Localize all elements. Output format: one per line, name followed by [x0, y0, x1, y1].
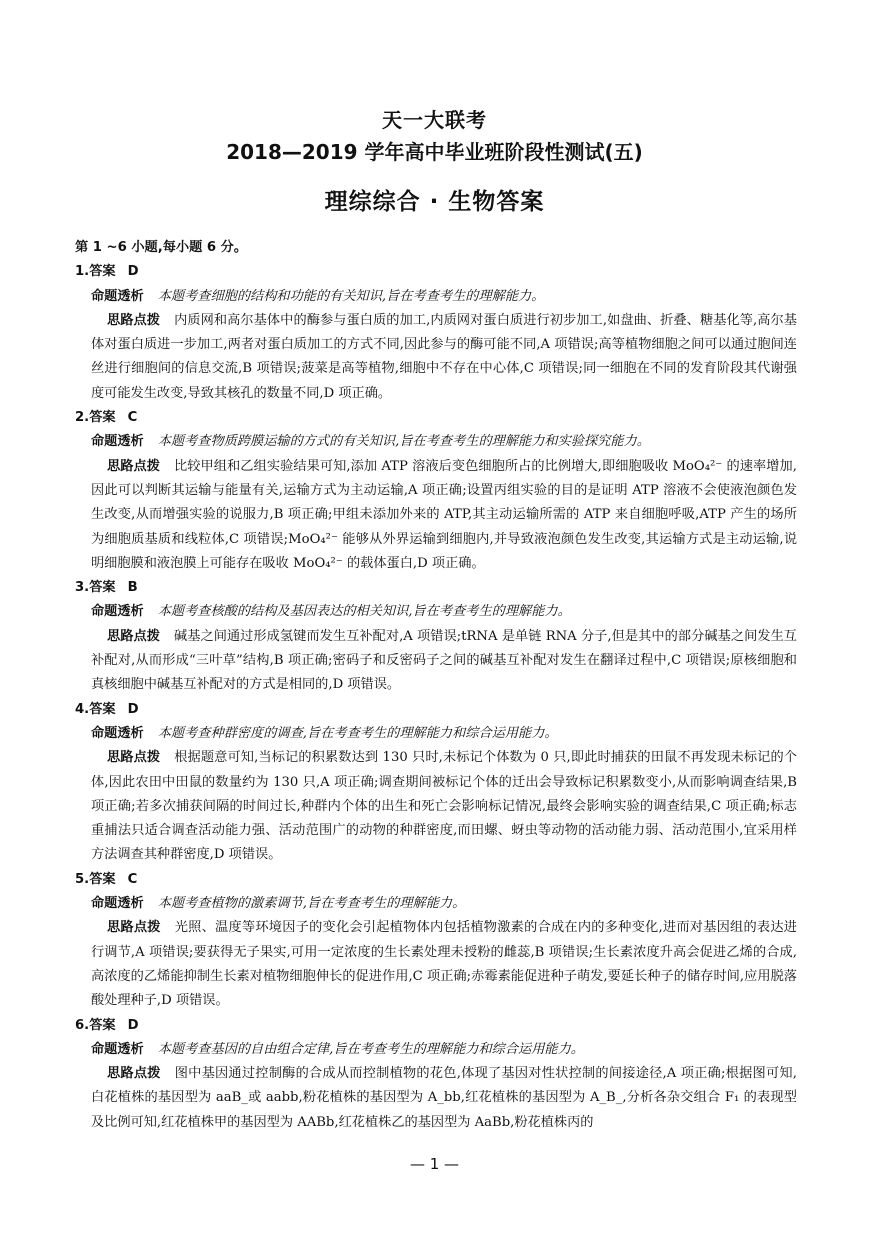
thinking-text: 图中基因通过控制酶的合成从而控制植物的花色,体现了基因对性状控制的间接途径,A 项正确;根据图可知,白花植株的基因型为 aaB_或 aabb,粉花植株的基因型为 A_bb,红花植株的基因型为 A_B_,分析各杂交组合 F₁ 的表现型及比例可知,红花植株甲的基因型为 AABb,红花植株乙的基因型为 AaBb,粉花植株丙的	[91, 1066, 798, 1130]
answer-value: D	[127, 1017, 139, 1033]
intent-label: 命题透析	[91, 896, 144, 912]
question-header	[75, 868, 797, 892]
thinking-text: 光照、温度等环境因子的变化会引起植物体内包括植物激素的合成在内的多种变化,进而对基因组的表达进行调节,A 项错误;要获得无子果实,可用一定浓度的生长素处理未授粉的雌蕊,B 项错误;生长素浓度升高会促进乙烯的合成,高浓度的乙烯能抑制生长素对植物细胞伸长的促进作用,C 项正确;赤霉素能促进种子萌发,要延长种子的储存时间,应用脱落酸处理种子,D 项错误。	[91, 920, 797, 1009]
thinking-paragraph	[75, 916, 797, 1013]
answer-label: 答案	[89, 871, 116, 887]
intent-line	[75, 1038, 797, 1062]
thinking-paragraph	[75, 309, 797, 406]
org-title: 天一大联考	[382, 108, 487, 132]
thinking-text: 碱基之间通过形成氢键而发生互补配对,A 项错误;tRNA 是单链 RNA 分子,但是其中的部分碱基之间发生互补配对,从而形成“三叶草”结构,B 项正确;密码子和反密码子之间的碱基互补配对发生在翻译过程中,C 项错误;原核细胞和真核细胞中碱基互补配对的方式是相同的,D 项错误。	[91, 628, 797, 693]
intent-line	[75, 722, 797, 746]
question-5	[75, 868, 797, 1014]
thinking-label: 思路点拨	[107, 628, 160, 644]
answer-label: 答案	[89, 264, 116, 280]
thinking-text: 内质网和高尔基体中的酶参与蛋白质的加工,内质网对蛋白质进行初步加工,如盘曲、折叠、糖基化等,高尔基体对蛋白质进一步加工,两者对蛋白质加工的方式不同,因此参与的酶可能不同,A 项错误;高等植物细胞之间可以通过胞间连丝进行细胞间的信息交流,B 项错误;菠菜是高等植物,细胞中不存在中心体,C 项错误;同一细胞在不同的发育阶段其代谢强度可能发生改变,导致其核孔的数量不同,D 项正确。	[91, 312, 797, 401]
answer-value: C	[127, 410, 138, 426]
question-4	[75, 698, 797, 868]
thinking-label: 思路点拨	[107, 312, 161, 328]
thinking-label: 思路点拨	[107, 458, 161, 474]
question-number: 4.	[75, 701, 90, 717]
question-header	[75, 260, 797, 284]
thinking-label: 思路点拨	[107, 750, 161, 766]
answer-value: D	[127, 264, 139, 280]
thinking-text: 比较甲组和乙组实验结果可知,添加 ATP 溶液后变色细胞所占的比例增大,即细胞吸收 MoO₄²⁻ 的速率增加,因此可以判断其运输与能量有关,运输方式为主动运输,A 项正确;设置丙组实验的目的是证明 ATP 溶液不会使液泡颜色发生改变,从而增强实验的说服力,B 项正确;甲组未添加外来的 ATP,其主动运输所需的 ATP 来自细胞呼吸,ATP 产生的场所为细胞质基质和线粒体,C 项错误;MoO₄²⁻ 能够从外界运输到细胞内,并导致液泡颜色发生改变,其运输方式是主动运输,说明细胞膜和液泡膜上可能存在吸收 MoO₄²⁻ 的载体蛋白,D 项正确。	[91, 458, 797, 571]
intent-label: 命题透析	[91, 434, 144, 450]
intent-text: 本题考查细胞的结构和功能的有关知识,旨在考查考生的理解能力。	[157, 288, 545, 304]
intent-text: 本题考查植物的激素调节,旨在考查考生的理解能力。	[157, 896, 466, 912]
answer-label: 答案	[89, 410, 116, 426]
question-header	[75, 576, 797, 600]
question-number: 5.	[75, 871, 90, 887]
intent-line	[75, 892, 797, 916]
question-number: 1.	[75, 264, 90, 280]
intent-text: 本题考查物质跨膜运输的方式的有关知识,旨在考查考生的理解能力和实验探究能力。	[157, 434, 650, 450]
thinking-paragraph	[75, 625, 797, 698]
intent-line	[75, 285, 797, 309]
intent-label: 命题透析	[91, 725, 144, 741]
thinking-paragraph	[75, 455, 797, 576]
intent-text: 本题考查核酸的结构及基因表达的相关知识,旨在考查考生的理解能力。	[157, 604, 571, 620]
intent-label: 命题透析	[91, 288, 144, 304]
question-number: 3.	[75, 580, 90, 596]
answer-value: B	[127, 580, 138, 596]
question-number: 2.	[75, 410, 90, 426]
thinking-text: 根据题意可知,当标记的积累数达到 130 只时,未标记个体数为 0 只,即此时捕获的田鼠不再发现未标记的个体,因此农田中田鼠的数量约为 130 只,A 项正确;调查期间被标记个体的迁出会导致标记积累数变小,从而影响调查结果,B 项正确;若多次捕获间隔的时间过长,种群内个体的出生和死亡会影响标记情况,最终会影响实验的调查结果,C 项正确;标志重捕法只适合调查活动能力强、活动范围广的动物的种群密度,而田螺、蚜虫等动物的活动能力弱、活动范围小,宜采用样方法调查其种群密度,D 项错误。	[91, 750, 797, 863]
question-header	[75, 406, 797, 430]
question-header	[75, 698, 797, 722]
question-number: 6.	[75, 1017, 90, 1033]
intent-label: 命题透析	[91, 1041, 144, 1057]
intent-label: 命题透析	[91, 604, 144, 620]
thinking-label: 思路点拨	[107, 1066, 161, 1082]
answer-label: 答案	[89, 1017, 116, 1033]
answer-value: D	[127, 701, 139, 717]
subject-title: 理综综合 · 生物答案	[324, 189, 545, 215]
answer-label: 答案	[89, 580, 116, 596]
question-6	[75, 1014, 797, 1135]
answer-content	[75, 236, 797, 1135]
section-intro: 第 1 ~6 小题,每小题 6 分。	[75, 240, 248, 255]
thinking-paragraph	[75, 746, 797, 867]
intent-text: 本题考查种群密度的调查,旨在考查考生的理解能力和综合运用能力。	[157, 725, 558, 741]
question-3	[75, 576, 797, 697]
question-1	[75, 260, 797, 406]
question-header	[75, 1014, 797, 1038]
page-number: — 1 —	[409, 1155, 460, 1173]
intent-text: 本题考查基因的自由组合定律,旨在考查考生的理解能力和综合运用能力。	[157, 1041, 584, 1057]
answer-label: 答案	[89, 701, 116, 717]
intent-line	[75, 600, 797, 624]
intent-line	[75, 430, 797, 454]
thinking-label: 思路点拨	[107, 920, 161, 936]
thinking-paragraph	[75, 1062, 797, 1135]
exam-title: 2018—2019 学年高中毕业班阶段性测试(五)	[226, 140, 643, 164]
answer-value: C	[127, 871, 138, 887]
question-2	[75, 406, 797, 576]
